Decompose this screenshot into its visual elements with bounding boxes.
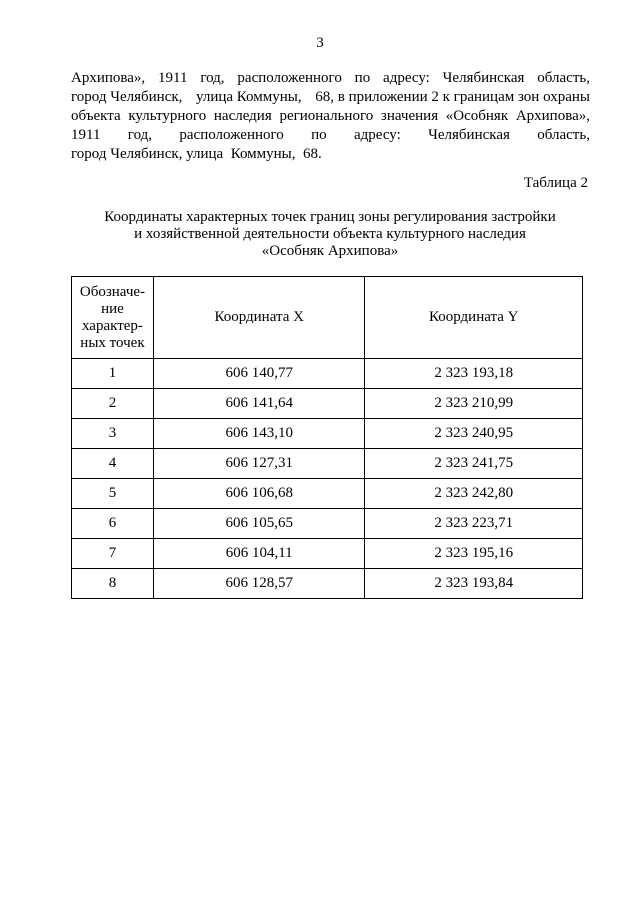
table-row <box>72 509 583 539</box>
word: объекта <box>71 108 121 124</box>
word: 1911 <box>71 127 101 143</box>
word: адресу: <box>383 70 430 86</box>
cell-point: 6 <box>72 509 154 539</box>
word: Архипова», <box>515 108 590 124</box>
caption-line: Координаты характерных точек границ зоны регулирования застройки <box>104 209 556 225</box>
cell-x: 606 140,77 <box>153 359 365 389</box>
table-row <box>72 419 583 449</box>
table-row <box>72 539 583 569</box>
word: значения <box>380 108 439 124</box>
cell-y: 2 323 193,18 <box>365 359 583 389</box>
caption-line: «Особняк Архипова» <box>261 243 399 259</box>
table-row <box>72 449 583 479</box>
cell-y: 2 323 240,95 <box>365 419 583 449</box>
cell-point: 2 <box>72 389 154 419</box>
cell-x: 606 127,31 <box>153 449 365 479</box>
cell-point: 8 <box>72 569 154 599</box>
cell-x: 606 105,65 <box>153 509 365 539</box>
cell-y: 2 323 195,16 <box>365 539 583 569</box>
cell-point: 5 <box>72 479 154 509</box>
header-coordinate-y: Координата Y <box>365 277 583 359</box>
word: Челябинская <box>442 70 525 86</box>
header-line: Обозначе- <box>79 283 146 300</box>
table-row <box>72 569 583 599</box>
word: улица Коммуны, <box>196 89 302 105</box>
word: наследия <box>213 108 272 124</box>
cell-y: 2 323 210,99 <box>365 389 583 419</box>
word: город Челябинск, улица Коммуны, 68. <box>71 146 322 162</box>
word: регионального <box>279 108 374 124</box>
table-label: Таблица 2 <box>523 175 588 191</box>
word: Архипова», <box>71 70 146 86</box>
word: расположенного <box>237 70 342 86</box>
cell-point: 3 <box>72 419 154 449</box>
cell-x: 606 141,64 <box>153 389 365 419</box>
word: область, <box>537 70 590 86</box>
cell-y: 2 323 223,71 <box>365 509 583 539</box>
header-point-designation <box>72 277 154 359</box>
cell-point: 7 <box>72 539 154 569</box>
word: расположенного <box>179 127 284 143</box>
cell-y: 2 323 193,84 <box>365 569 583 599</box>
word: Челябинская <box>428 127 510 143</box>
cell-y: 2 323 242,80 <box>365 479 583 509</box>
caption-line: и хозяйственной деятельности объекта культурного наследия <box>134 226 526 242</box>
word: год, <box>200 70 225 86</box>
table-row <box>72 389 583 419</box>
header-line: характер- <box>82 317 143 334</box>
cell-x: 606 128,57 <box>153 569 365 599</box>
header-line: ние <box>101 300 124 317</box>
word: год, <box>127 127 153 143</box>
table-header-row <box>72 277 583 359</box>
word: «Особняк <box>445 108 509 124</box>
cell-point: 1 <box>72 359 154 389</box>
paragraph-line <box>71 126 590 145</box>
header-coordinate-x: Координата X <box>153 277 365 359</box>
table-caption <box>0 209 640 260</box>
table-row <box>72 359 583 389</box>
page-number: 3 <box>316 35 324 51</box>
cell-y: 2 323 241,75 <box>365 449 583 479</box>
word: область, <box>537 127 590 143</box>
cell-x: 606 104,11 <box>153 539 365 569</box>
paragraph-line <box>71 145 590 164</box>
paragraph-line <box>71 88 590 107</box>
cell-point: 4 <box>72 449 154 479</box>
word: город Челябинск, <box>71 89 183 105</box>
table-row <box>72 479 583 509</box>
cell-x: 606 143,10 <box>153 419 365 449</box>
word: 68, в приложении 2 к границам зон охраны <box>315 89 590 105</box>
word: по <box>311 127 327 143</box>
paragraph-line <box>71 69 590 88</box>
word: по <box>354 70 371 86</box>
coordinates-table <box>71 276 583 599</box>
cell-x: 606 106,68 <box>153 479 365 509</box>
paragraph-line <box>71 107 590 126</box>
body-paragraph <box>71 69 590 164</box>
word: адресу: <box>354 127 401 143</box>
word: культурного <box>128 108 207 124</box>
header-line: ных точек <box>80 334 145 351</box>
word: 1911 <box>158 70 188 86</box>
